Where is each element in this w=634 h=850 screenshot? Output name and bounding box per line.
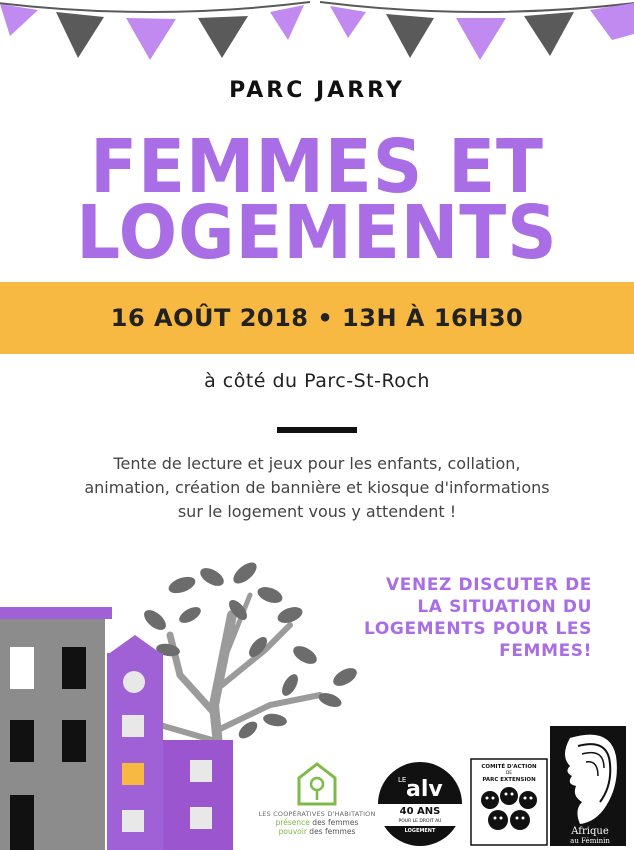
event-description — [20, 452, 614, 524]
coop-line2: présence des femmes — [275, 818, 359, 827]
callout-line: LA SITUATION DU — [417, 597, 592, 617]
title-line-1: FEMMES ET — [90, 124, 544, 210]
date-band — [0, 282, 634, 354]
alv-sub1: POUR LE DROIT AU — [398, 819, 442, 824]
description-line: sur le logement vous y attendent ! — [177, 502, 457, 521]
pennant — [386, 14, 434, 58]
logo-cooperatives — [258, 762, 376, 836]
logo-alv — [376, 760, 464, 848]
description-line: animation, création de bannière et kiosque d'informations — [84, 478, 550, 497]
building-purple-low-icon — [163, 740, 233, 850]
callout-line: FEMMES! — [499, 641, 592, 661]
callout-line: LOGEMENTS POUR LES — [364, 619, 592, 639]
building-purple-icon — [107, 635, 163, 850]
alv-sub2: LOGEMENT — [404, 828, 436, 834]
coop-line3: pouvoir des femmes — [278, 827, 356, 836]
comite-line3: PARC EXTENSION — [482, 777, 536, 783]
pennant — [270, 5, 304, 40]
comite-line1: COMITÉ D'ACTION — [481, 764, 537, 770]
building-gray-icon — [0, 607, 112, 850]
house-leaf-icon — [297, 762, 337, 806]
kicker-text: PARC JARRY — [229, 78, 405, 103]
alv-years: 40 ANS — [399, 806, 441, 817]
logo-afrique-au-feminin — [550, 726, 626, 846]
logo-comite-action — [470, 758, 548, 846]
afrique-line1: Afrique — [571, 826, 609, 837]
divider — [277, 427, 357, 433]
comite-line2: DE — [505, 771, 513, 776]
callout-line: VENEZ DISCUTER DE — [386, 575, 592, 595]
pennant — [456, 18, 506, 60]
title-line-2: LOGEMENTS — [76, 190, 558, 276]
pennant — [590, 3, 634, 40]
pennant — [126, 18, 176, 60]
coop-line1: LES COOPÉRATIVES D'HABITATION — [258, 810, 376, 818]
pennant — [198, 16, 248, 58]
pennant — [0, 4, 38, 36]
alv-brand: alv — [406, 777, 443, 802]
pennant — [56, 12, 104, 58]
pennant — [330, 6, 366, 38]
alv-top: LE — [398, 776, 407, 784]
bunting-decoration — [0, 0, 634, 70]
description-line: Tente de lecture et jeux pour les enfants, collation, — [113, 454, 521, 473]
event-date-time: 16 AOÛT 2018 • 13H À 16H30 — [110, 304, 524, 332]
afrique-line2: au Féminin — [570, 837, 610, 845]
pennant — [524, 12, 574, 56]
event-location: à côté du Parc-St-Roch — [204, 370, 430, 392]
